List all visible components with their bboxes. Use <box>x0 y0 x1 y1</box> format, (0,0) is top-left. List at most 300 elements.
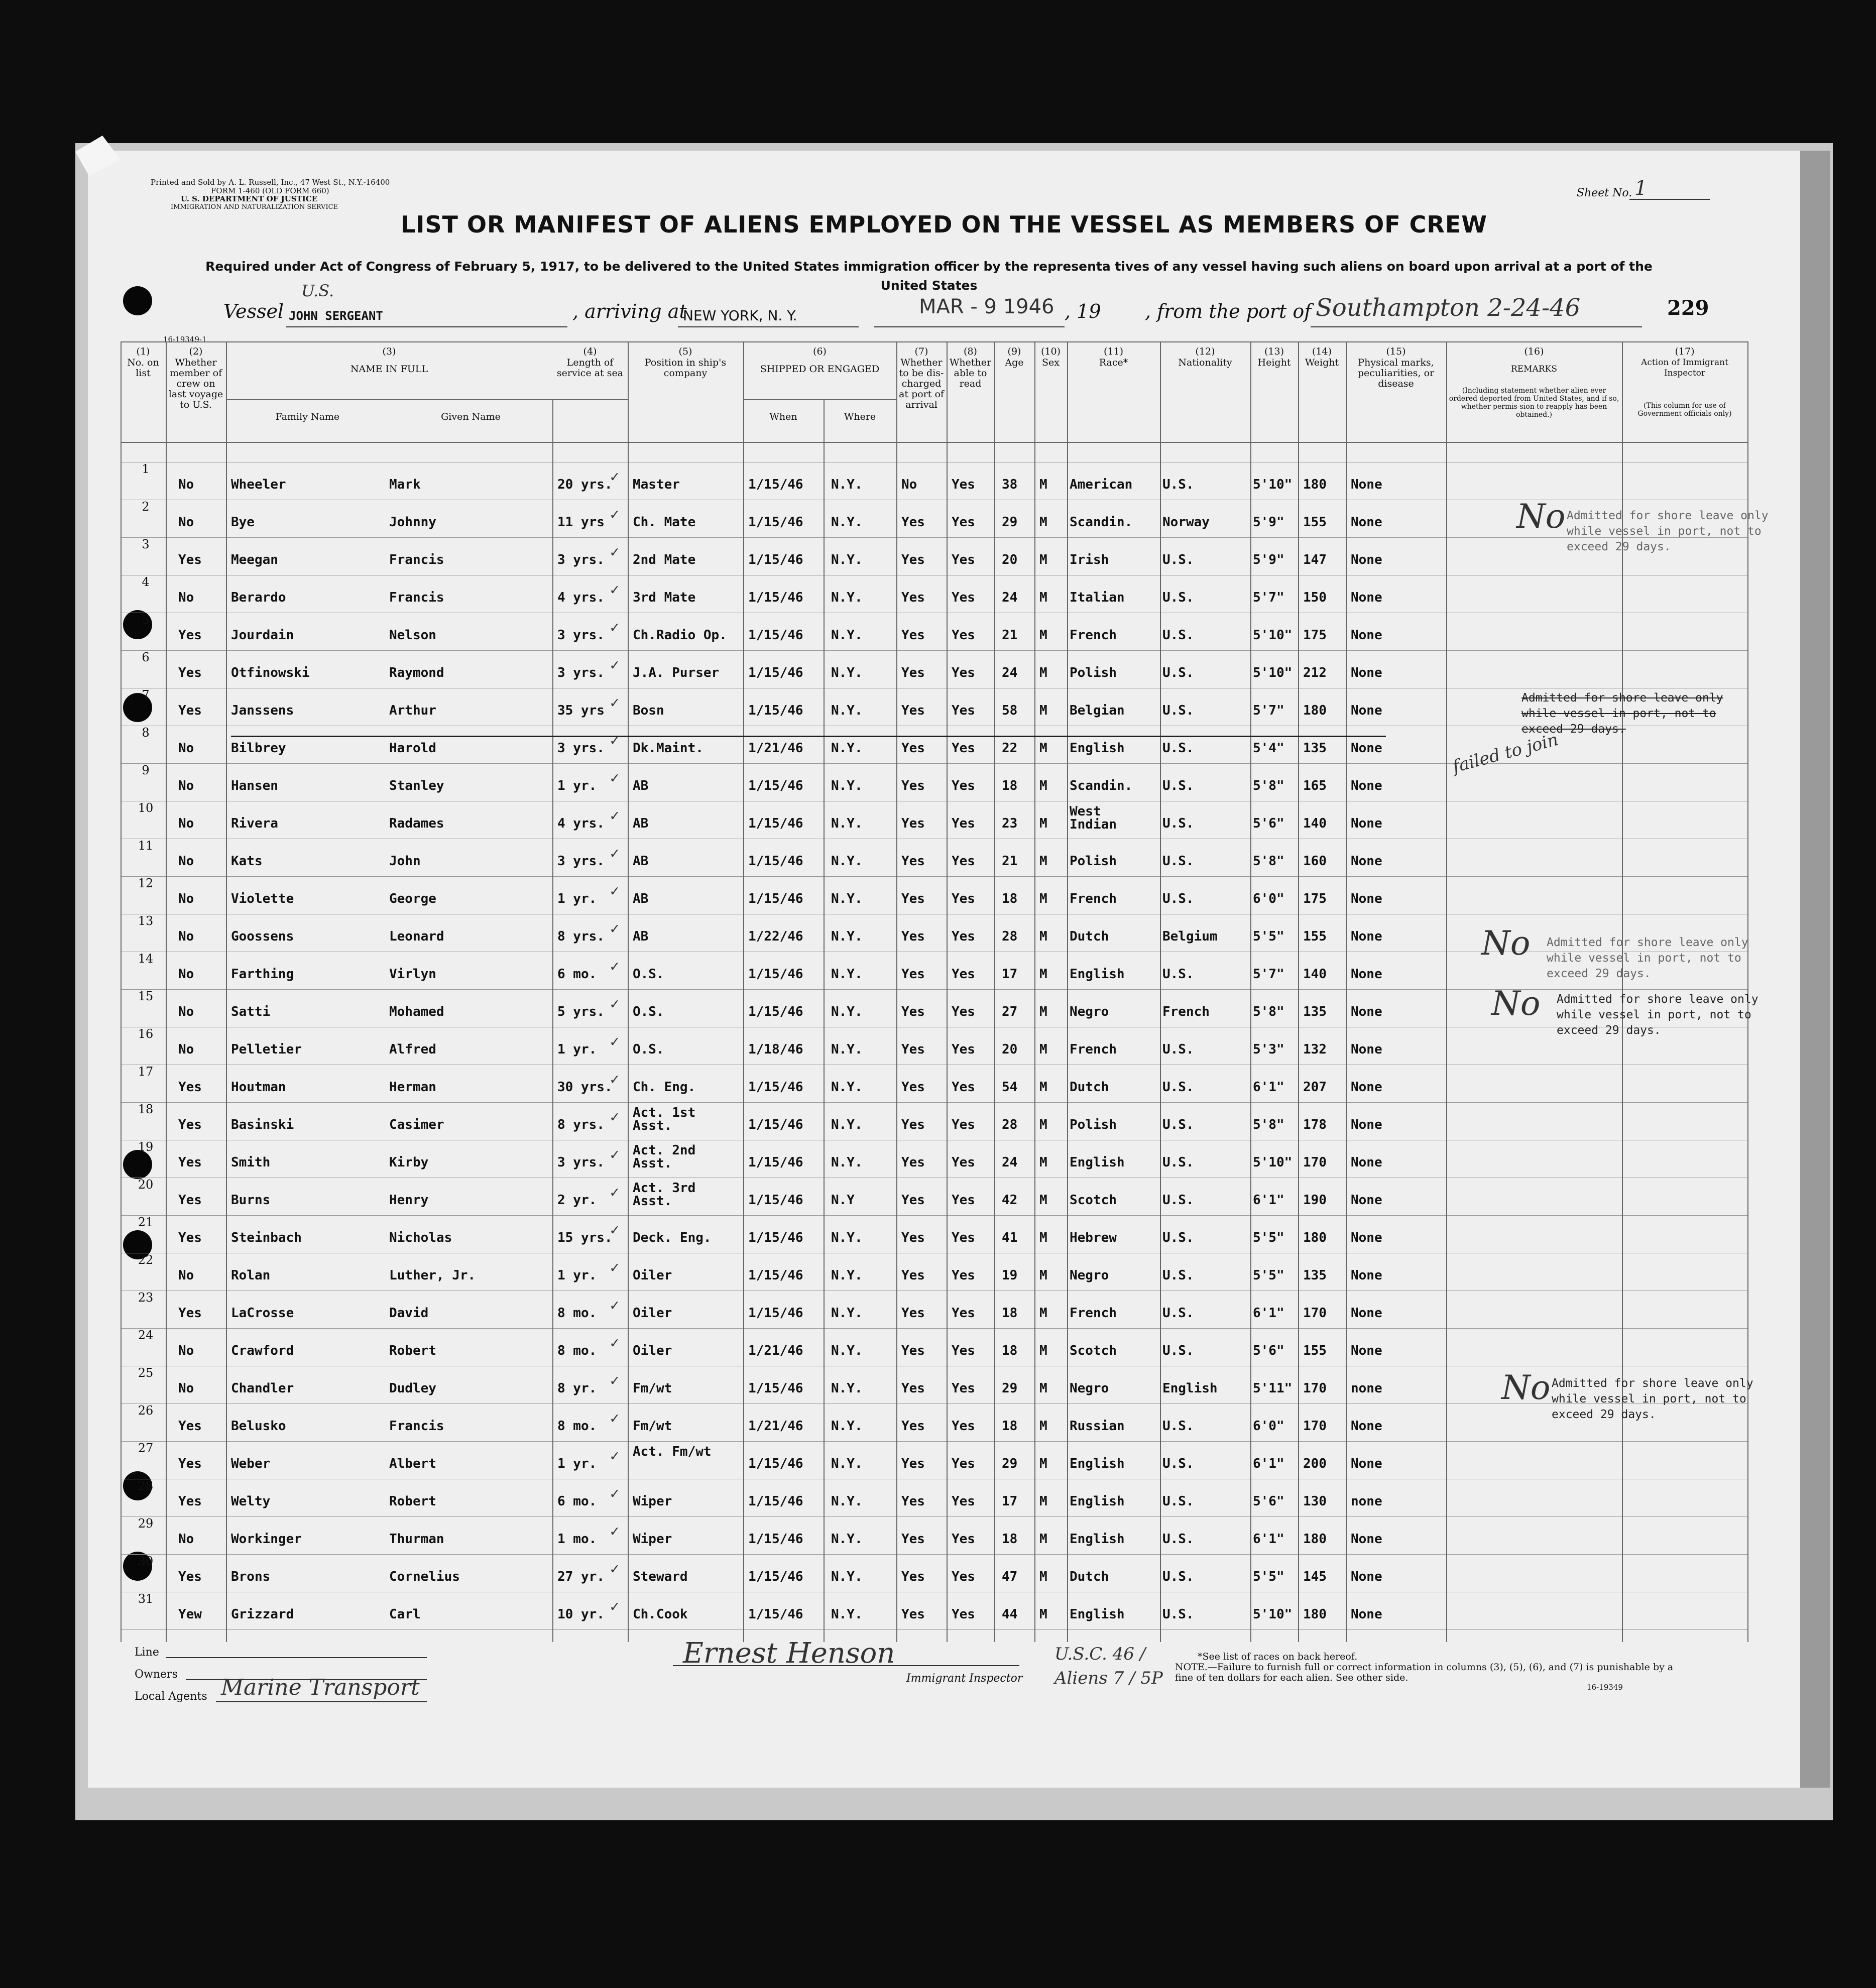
cell-when: 1/15/46 <box>748 590 803 605</box>
cell-when: 1/15/46 <box>748 1080 803 1095</box>
when-header: When <box>769 411 797 422</box>
no-mark: No <box>1516 497 1566 536</box>
cell-nationality: U.S. <box>1162 816 1194 831</box>
row-number: 5 <box>142 613 150 627</box>
cell-marks: none <box>1351 1494 1382 1509</box>
cell-service: 6 mo. <box>557 1494 597 1509</box>
cell-given: Thurman <box>389 1532 444 1547</box>
from-label: , from the port of <box>1145 300 1312 322</box>
cell-crew: Yes <box>178 1155 202 1170</box>
cell-read: Yes <box>952 515 975 530</box>
cell-position: Ch.Cook <box>633 1607 688 1622</box>
cell-given: David <box>389 1306 429 1321</box>
cell-marks: None <box>1351 1042 1382 1057</box>
name-subheader-rule <box>226 399 628 400</box>
cell-position: Wiper <box>633 1494 672 1509</box>
cell-where: N.Y. <box>831 1607 863 1622</box>
cell-race: Scotch <box>1070 1343 1117 1358</box>
cell-weight: 165 <box>1303 778 1327 793</box>
cell-nationality: U.S. <box>1162 741 1194 756</box>
cell-family: Pelletier <box>231 1042 302 1057</box>
cell-sex: M <box>1039 1268 1047 1283</box>
cell-age: 47 <box>1002 1569 1018 1584</box>
cell-height: 5'10" <box>1253 665 1293 680</box>
cell-family: Burns <box>231 1193 271 1208</box>
cell-where: N.Y. <box>831 515 863 530</box>
row-number: 2 <box>142 500 150 514</box>
cell-given: Robert <box>389 1494 436 1509</box>
cell-sex: M <box>1039 1607 1047 1622</box>
cell-discharged: Yes <box>901 515 925 530</box>
column-rule <box>1298 341 1299 1642</box>
cell-nationality: U.S. <box>1162 1193 1194 1208</box>
column-header: Whether member of crew on last voyage to U.S. <box>168 357 223 410</box>
cell-height: 5'8" <box>1253 1117 1284 1132</box>
cell-service: 1 yr. <box>557 1042 597 1057</box>
cell-given: Francis <box>389 1419 444 1434</box>
cell-race: French <box>1070 1306 1117 1321</box>
cell-discharged: Yes <box>901 1193 925 1208</box>
cell-height: 6'1" <box>1253 1080 1284 1095</box>
cell-race: Belgian <box>1070 703 1125 718</box>
column-number: (4) <box>583 346 597 357</box>
cell-family: Violette <box>231 891 294 906</box>
cell-family: Bilbrey <box>231 741 286 756</box>
cell-weight: 140 <box>1303 816 1327 831</box>
cell-read: Yes <box>952 1607 975 1622</box>
cell-sex: M <box>1039 590 1047 605</box>
cell-age: 58 <box>1002 703 1018 718</box>
column-header: Whether able to read <box>949 357 992 389</box>
punch-hole <box>123 286 152 315</box>
column-rule <box>1160 341 1161 1642</box>
column-number: (14) <box>1312 346 1332 357</box>
paper-edge <box>1800 151 1830 1788</box>
cell-sex: M <box>1039 1306 1047 1321</box>
cell-service: 8 yrs. <box>557 929 605 944</box>
cell-height: 6'0" <box>1253 1419 1284 1434</box>
cell-given: Kirby <box>389 1155 429 1170</box>
cell-family: Farthing <box>231 967 294 982</box>
cell-marks: None <box>1351 1117 1382 1132</box>
cell-discharged: Yes <box>901 1042 925 1057</box>
column-rule <box>824 399 825 1642</box>
cell-where: N.Y. <box>831 1230 863 1245</box>
cell-crew: No <box>178 741 194 756</box>
cell-discharged: Yes <box>901 1343 925 1358</box>
inspector-underline <box>673 1665 1019 1666</box>
cell-service: 4 yrs. <box>557 590 605 605</box>
cell-sex: M <box>1039 665 1047 680</box>
cell-weight: 135 <box>1303 1004 1327 1019</box>
cell-given: Albert <box>389 1456 436 1471</box>
cell-when: 1/21/46 <box>748 741 803 756</box>
cell-marks: None <box>1351 1532 1382 1547</box>
sheet-number: 1 <box>1634 177 1648 200</box>
row-number: 17 <box>138 1065 154 1079</box>
remark-text-struck: Admitted for shore leave only while vessel in port, not to exceed 29 days. <box>1521 691 1723 736</box>
cell-crew: Yes <box>178 552 202 567</box>
remark-text: Admitted for shore leave only while vessel in port, not to exceed 29 days. <box>1567 509 1769 553</box>
cell-height: 5'7" <box>1253 967 1284 982</box>
cell-nationality: U.S. <box>1162 1607 1194 1622</box>
cell-when: 1/15/46 <box>748 1456 803 1471</box>
cell-weight: 180 <box>1303 703 1327 718</box>
cell-weight: 190 <box>1303 1193 1327 1208</box>
cell-where: N.Y. <box>831 778 863 793</box>
cell-read: Yes <box>952 477 975 492</box>
no-mark: No <box>1501 1368 1551 1407</box>
remarks-note: (Including statement whether alien ever ordered deported from United States, and if so, whether permis-sion to reapply has been obtained.) <box>1449 387 1619 419</box>
cell-nationality: U.S. <box>1162 1230 1194 1245</box>
cell-crew: No <box>178 1343 194 1358</box>
cell-where: N.Y. <box>831 1419 863 1434</box>
cell-discharged: Yes <box>901 891 925 906</box>
cell-nationality: U.S. <box>1162 552 1194 567</box>
form-number: FORM 1-460 (OLD FORM 660) <box>211 186 329 195</box>
cell-given: Henry <box>389 1193 429 1208</box>
cell-position: Act. 1st Asst. <box>633 1105 696 1133</box>
cell-marks: None <box>1351 1268 1382 1283</box>
cell-marks: None <box>1351 477 1382 492</box>
no-mark: No <box>1491 984 1541 1023</box>
cell-given: Johnny <box>389 515 436 530</box>
check-mark: ✓ <box>610 1184 620 1201</box>
cell-service: 8 mo. <box>557 1343 597 1358</box>
row-number: 8 <box>142 726 150 740</box>
cell-age: 29 <box>1002 1381 1018 1396</box>
cell-given: Arthur <box>389 703 436 718</box>
cell-weight: 180 <box>1303 1230 1327 1245</box>
cell-read: Yes <box>952 1004 975 1019</box>
check-mark: ✓ <box>610 1297 620 1314</box>
cell-sex: M <box>1039 1042 1047 1057</box>
cell-sex: M <box>1039 1230 1047 1245</box>
cell-service: 3 yrs. <box>557 741 605 756</box>
cell-height: 5'10" <box>1253 1155 1293 1170</box>
arriving-underline <box>678 326 859 327</box>
check-mark: ✓ <box>610 1259 620 1276</box>
cell-marks: None <box>1351 778 1382 793</box>
column-rule <box>994 341 995 1642</box>
cell-age: 20 <box>1002 1042 1018 1057</box>
column-number: (3) <box>382 346 396 357</box>
cell-where: N.Y. <box>831 590 863 605</box>
cell-nationality: U.S. <box>1162 1343 1194 1358</box>
cell-crew: Yes <box>178 1494 202 1509</box>
cell-age: 21 <box>1002 628 1018 643</box>
column-rule <box>628 341 629 1642</box>
cell-height: 6'1" <box>1253 1193 1284 1208</box>
cell-given: Luther, Jr. <box>389 1268 476 1283</box>
cell-weight: 145 <box>1303 1569 1327 1584</box>
cell-marks: None <box>1351 816 1382 831</box>
cell-position: Fm/wt <box>633 1381 672 1396</box>
from-underline <box>1311 326 1642 327</box>
check-mark: ✓ <box>610 1372 620 1389</box>
cell-position: Act. 3rd Asst. <box>633 1181 696 1209</box>
cell-marks: None <box>1351 665 1382 680</box>
cell-where: N.Y. <box>831 1532 863 1547</box>
check-mark: ✓ <box>610 1146 620 1163</box>
cell-sex: M <box>1039 1532 1047 1547</box>
cell-service: 1 mo. <box>557 1532 597 1547</box>
cell-height: 5'4" <box>1253 741 1284 756</box>
vessel-prefix: U.S. <box>301 281 334 300</box>
cell-read: Yes <box>952 1306 975 1321</box>
cell-position: Steward <box>633 1569 688 1584</box>
column-header: Position in ship's company <box>644 357 727 379</box>
column-number: (1) <box>136 346 150 357</box>
cell-weight: 178 <box>1303 1117 1327 1132</box>
cell-nationality: U.S. <box>1162 854 1194 869</box>
cell-sex: M <box>1039 1080 1047 1095</box>
cell-read: Yes <box>952 816 975 831</box>
column-number: (13) <box>1264 346 1284 357</box>
cell-height: 5'3" <box>1253 1042 1284 1057</box>
cell-crew: No <box>178 590 194 605</box>
cell-nationality: Belgium <box>1162 929 1218 944</box>
agents-label: Local Agents <box>135 1690 207 1703</box>
cell-given: Harold <box>389 741 436 756</box>
row-number: 26 <box>138 1404 154 1418</box>
cell-when: 1/15/46 <box>748 1268 803 1283</box>
row-rule <box>121 650 1747 651</box>
cell-weight: 155 <box>1303 929 1327 944</box>
cell-age: 18 <box>1002 891 1018 906</box>
cell-where: N.Y. <box>831 929 863 944</box>
cell-position: Wiper <box>633 1532 672 1547</box>
row-rule <box>121 1629 1747 1630</box>
cell-discharged: Yes <box>901 967 925 982</box>
cell-where: N.Y. <box>831 1569 863 1584</box>
column-number: (9) <box>1007 346 1021 357</box>
cell-where: N.Y. <box>831 1381 863 1396</box>
cell-nationality: U.S. <box>1162 590 1194 605</box>
action-note: (This column for use of Government officials only) <box>1637 402 1732 418</box>
cell-marks: None <box>1351 1193 1382 1208</box>
check-mark: ✓ <box>610 619 620 636</box>
cell-when: 1/18/46 <box>748 1042 803 1057</box>
cell-sex: M <box>1039 816 1047 831</box>
cell-weight: 170 <box>1303 1381 1327 1396</box>
column-rule <box>896 341 897 1642</box>
cell-read: Yes <box>952 552 975 567</box>
cell-discharged: Yes <box>901 1155 925 1170</box>
cell-crew: Yes <box>178 1456 202 1471</box>
cell-age: 24 <box>1002 665 1018 680</box>
cell-height: 5'7" <box>1253 590 1284 605</box>
cell-marks: None <box>1351 1080 1382 1095</box>
cell-weight: 175 <box>1303 891 1327 906</box>
cell-service: 4 yrs. <box>557 816 605 831</box>
column-header: Height <box>1257 357 1291 368</box>
column-header: SHIPPED OR ENGAGED <box>760 364 880 375</box>
row-number: 23 <box>138 1291 154 1305</box>
cell-family: Basinski <box>231 1117 294 1132</box>
cell-family: Workinger <box>231 1532 302 1547</box>
cell-service: 20 yrs. <box>557 477 613 492</box>
cell-marks: None <box>1351 854 1382 869</box>
cell-when: 1/15/46 <box>748 1306 803 1321</box>
cell-position: J.A. Purser <box>633 665 720 680</box>
check-mark: ✓ <box>610 1071 620 1088</box>
cell-crew: No <box>178 1381 194 1396</box>
cell-race: French <box>1070 628 1117 643</box>
cell-crew: No <box>178 816 194 831</box>
cell-when: 1/15/46 <box>748 816 803 831</box>
cell-service: 3 yrs. <box>557 665 605 680</box>
check-mark: ✓ <box>610 769 620 787</box>
cell-race: English <box>1070 1494 1125 1509</box>
cell-weight: 180 <box>1303 1607 1327 1622</box>
cell-service: 1 yr. <box>557 1268 597 1283</box>
cell-where: N.Y. <box>831 552 863 567</box>
cell-nationality: U.S. <box>1162 778 1194 793</box>
cell-race: Negro <box>1070 1004 1109 1019</box>
cell-service: 1 yr. <box>557 778 597 793</box>
cell-discharged: Yes <box>901 1494 925 1509</box>
cell-height: 5'6" <box>1253 1494 1284 1509</box>
cell-discharged: Yes <box>901 1306 925 1321</box>
cell-family: Rivera <box>231 816 278 831</box>
cell-discharged: Yes <box>901 1607 925 1622</box>
cell-crew: No <box>178 854 194 869</box>
service: IMMIGRATION AND NATURALIZATION SERVICE <box>171 203 338 211</box>
cell-family: LaCrosse <box>231 1306 294 1321</box>
row-rule <box>121 1441 1747 1442</box>
cell-crew: No <box>178 1268 194 1283</box>
cell-height: 5'10" <box>1253 477 1293 492</box>
cell-height: 6'1" <box>1253 1306 1284 1321</box>
remark-text: Admitted for shore leave only while vessel in port, not to exceed 29 days. <box>1552 1377 1753 1421</box>
cell-marks: None <box>1351 703 1382 718</box>
cell-discharged: Yes <box>901 1381 925 1396</box>
cell-race: Polish <box>1070 665 1117 680</box>
cell-when: 1/15/46 <box>748 1230 803 1245</box>
row-rule <box>121 1102 1747 1103</box>
cell-when: 1/15/46 <box>748 703 803 718</box>
cell-given: Herman <box>389 1080 436 1095</box>
sheet-underline <box>1629 199 1710 200</box>
cell-height: 5'7" <box>1253 703 1284 718</box>
cell-given: Stanley <box>389 778 444 793</box>
cell-nationality: U.S. <box>1162 1080 1194 1095</box>
cell-given: Alfred <box>389 1042 436 1057</box>
cell-where: N.Y. <box>831 967 863 982</box>
cell-age: 22 <box>1002 741 1018 756</box>
column-rule <box>1067 341 1068 1642</box>
date-stamp: MAR - 9 1946 <box>919 295 1054 318</box>
check-mark: ✓ <box>610 468 620 486</box>
cell-family: Satti <box>231 1004 271 1019</box>
check-mark: ✓ <box>610 1108 620 1126</box>
cell-when: 1/15/46 <box>748 854 803 869</box>
form-code: 16-19349-1 <box>163 335 207 344</box>
penalty-note: NOTE.—Failure to furnish full or correct information in columns (3), (5), (6), and (7) is punishable by a fine of ten dollars for each alien. See other side. <box>1175 1662 1674 1683</box>
cell-age: 18 <box>1002 1419 1018 1434</box>
cell-position: Bosn <box>633 703 664 718</box>
cell-height: 5'10" <box>1253 628 1293 643</box>
cell-given: Dudley <box>389 1381 436 1396</box>
cell-read: Yes <box>952 778 975 793</box>
cell-family: Goossens <box>231 929 294 944</box>
check-mark: ✓ <box>610 1410 620 1427</box>
cell-discharged: Yes <box>901 590 925 605</box>
cell-service: 27 yr. <box>557 1569 605 1584</box>
cell-race: Dutch <box>1070 1569 1109 1584</box>
punch-hole <box>123 1150 152 1179</box>
cell-nationality: U.S. <box>1162 703 1194 718</box>
cell-sex: M <box>1039 515 1047 530</box>
cell-age: 27 <box>1002 1004 1018 1019</box>
cell-sex: M <box>1039 854 1047 869</box>
arriving-label: , arriving at <box>572 300 687 322</box>
column-number: (11) <box>1103 346 1123 357</box>
cell-sex: M <box>1039 1494 1047 1509</box>
cell-height: 5'8" <box>1253 854 1284 869</box>
cell-position: Deck. Eng. <box>633 1230 712 1245</box>
cell-sex: M <box>1039 891 1047 906</box>
row-number: 25 <box>138 1366 154 1380</box>
cell-read: Yes <box>952 1381 975 1396</box>
column-number: (8) <box>964 346 977 357</box>
cell-given: Carl <box>389 1607 421 1622</box>
cell-where: N.Y. <box>831 1494 863 1509</box>
check-mark: ✓ <box>610 920 620 938</box>
cell-height: 5'5" <box>1253 1230 1284 1245</box>
column-rule <box>552 399 553 1642</box>
cell-crew: Yes <box>178 1419 202 1434</box>
shipped-subheader-rule <box>743 399 896 400</box>
check-mark: ✓ <box>610 1334 620 1352</box>
cell-age: 19 <box>1002 1268 1018 1283</box>
cell-discharged: Yes <box>901 1569 925 1584</box>
cell-when: 1/15/46 <box>748 891 803 906</box>
cell-when: 1/15/46 <box>748 1569 803 1584</box>
row-rule <box>121 537 1747 538</box>
column-rule <box>1446 341 1447 1642</box>
column-number: (15) <box>1386 346 1406 357</box>
cell-service: 3 yrs. <box>557 628 605 643</box>
cell-height: 5'8" <box>1253 1004 1284 1019</box>
table-header-rule <box>121 442 1747 443</box>
cell-family: Kats <box>231 854 263 869</box>
cell-sex: M <box>1039 778 1047 793</box>
cell-race: West Indian <box>1070 804 1117 832</box>
cell-family: Crawford <box>231 1343 294 1358</box>
cell-age: 42 <box>1002 1193 1018 1208</box>
cell-read: Yes <box>952 1155 975 1170</box>
cell-nationality: English <box>1162 1381 1218 1396</box>
cell-nationality: U.S. <box>1162 1268 1194 1283</box>
family-name-header: Family Name <box>275 411 340 422</box>
cell-height: 5'6" <box>1253 816 1284 831</box>
cell-nationality: U.S. <box>1162 891 1194 906</box>
footer-form-code: 16-19349 <box>1587 1683 1623 1692</box>
cell-weight: 170 <box>1303 1155 1327 1170</box>
cell-read: Yes <box>952 1117 975 1132</box>
cell-where: N.Y. <box>831 891 863 906</box>
vessel-label: Vessel <box>223 300 284 322</box>
cell-nationality: U.S. <box>1162 1155 1194 1170</box>
cell-nationality: U.S. <box>1162 477 1194 492</box>
races-note: *See list of races on back hereof. <box>1198 1651 1358 1662</box>
cell-position: O.S. <box>633 1004 664 1019</box>
cell-weight: 212 <box>1303 665 1327 680</box>
cell-crew: No <box>178 1532 194 1547</box>
cell-weight: 140 <box>1303 967 1327 982</box>
